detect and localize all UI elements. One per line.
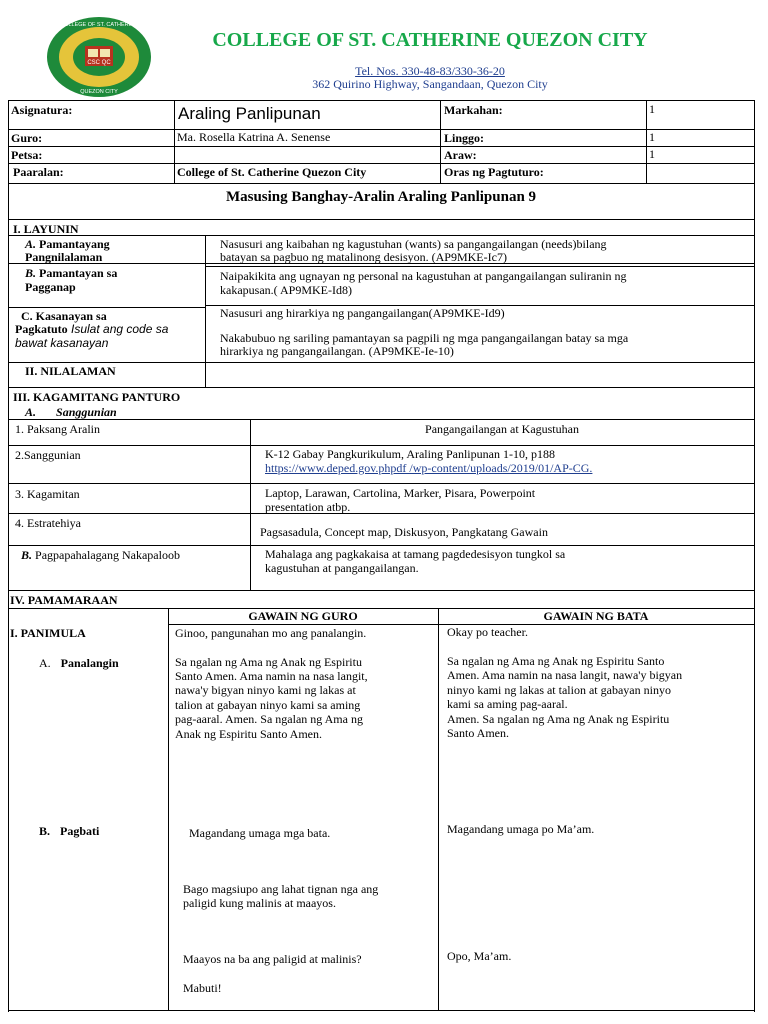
guro-instruction: Bago magsiupo ang lahat tignan nga ang [183,882,379,896]
guro-prayer-line: Sa ngalan ng Ama ng Anak ng Espiritu [175,655,362,669]
plan-title: Masusing Banghay-Aralin Araling Panlipunan 9 [225,189,537,205]
layunin-heading: I. LAYUNIN [13,222,79,236]
pamantayang-pangnilalaman-label-2: Pangnilalaman [25,250,103,264]
sanggunian-subheading: A. Sanggunian [25,405,117,419]
kagamitan-label: 3. Kagamitan [15,487,80,501]
kagamitan-heading: III. KAGAMITANG PANTURO [13,390,181,404]
guro-prayer-line: talion at gabayan ninyo kami sa aming [175,698,361,712]
panimula-heading: I. PANIMULA [10,626,86,640]
bata-prayer-line: Sa ngalan ng Ama ng Anak ng Espiritu Santo [447,654,665,668]
estratehiya-value: Pagsasadula, Concept map, Diskusyon, Pangkatang Gawain [260,525,548,539]
bata-prayer-line: ninyo kami ng lakas at talion at gabayan ninyo [447,683,671,697]
bata-greeting: Magandang umaga po Ma’am. [447,822,595,836]
markahan-label: Markahan: [444,103,503,117]
kasanayan-text-1: Nasusuri ang hirarkiya ng pangangailangan(AP9MKE-Id9) [220,306,505,320]
guro-response: Mabuti! [183,981,222,995]
college-name: COLLEGE OF ST. CATHERINE QUEZON CITY [212,29,648,51]
pamantayang-pangnilalaman-label: A. Pamantayang [25,237,110,251]
pamantayan-sa-pagganap-label-2: Pagganap [25,280,76,294]
bata-prayer-line: Santo Amen. [447,726,509,740]
guro-prayer-line: Santo Amen. Ama namin na nasa langit, [175,669,368,683]
kasanayan-label: C. Kasanayan sa [21,309,107,323]
gawain-ng-guro-heading: GAWAIN NG GURO [248,609,358,623]
pagpapahalaga-value-1: Mahalaga ang pagkakaisa at tamang pagdedesisyon tungkol sa [265,547,566,561]
guro-instruction: paligid kung malinis at maayos. [183,896,336,910]
markahan-value: 1 [649,102,655,116]
letter-b: B. [25,266,37,280]
letter-b-pagpapahalaga: B. [21,548,33,562]
sanggunian-value: K-12 Gabay Pangkurikulum, Araling Panlipunan 1-10, p188 [265,447,555,461]
pamantayang-pangnilalaman-text-1: Nasusuri ang kaibahan ng kagustuhan (wants) sa pangangailangan (needs)bilang [220,237,607,251]
gawain-ng-bata-heading: GAWAIN NG BATA [543,609,649,623]
bata-line: Okay po teacher. [447,625,528,639]
paaralan-label: Paaralan: [13,165,64,179]
bata-prayer-line: kami sa aming pag-aaral. [447,697,568,711]
kagamitan-value-2: presentation atbp. [265,500,351,514]
pamantayang-pangnilalaman-text-2: batayan sa pagbuo ng matalinong desisyon. (AP9MKE-Ic7) [220,250,507,264]
bata-answer: Opo, Ma’am. [447,949,512,963]
pagbati-label: B. Pagbati [39,824,100,838]
araw-label: Araw: [444,148,477,162]
guro-prayer-line: Anak ng Espiritu Santo Amen. [175,727,322,741]
kasanayan-text-3: hirarkiya ng pangangailangan. (AP9MKE-Ie-10) [220,344,454,358]
guro-line: Ginoo, pangunahan mo ang panalangin. [175,626,367,640]
logo-text-bottom: QUEZON CITY [80,89,118,95]
logo-badge: CSC QC [87,60,111,66]
sanggunian-label: 2.Sanggunian [15,448,81,462]
pamantayan-sa-pagganap-label: B. Pamantayan sa [25,266,118,280]
nilalaman-heading: II. NILALAMAN [25,364,116,378]
college-telephone: Tel. Nos. 330-48-83/330-36-20 [355,64,505,78]
guro-label: Guro: [11,131,43,145]
kasanayan-note-1: Isulat ang code sa [67,322,169,336]
guro-prayer-line: nawa'y bigyan ninyo kami ng lakas at [175,683,356,697]
oras-label: Oras ng Pagtuturo: [444,165,544,179]
asignatura-label: Asignatura: [11,103,73,117]
logo-text-top: COLLEGE OF ST. CATHERINE [60,22,138,28]
pamamaraan-heading: IV. PAMAMARAAN [10,593,118,607]
paksang-aralin-value: Pangangailangan at Kagustuhan [425,422,579,436]
guro-question: Maayos na ba ang paligid at malinis? [183,952,362,966]
bata-prayer-line: Amen. Ama namin na nasa langit, nawa'y bigyan [447,668,683,682]
kasanayan-text-2: Nakabubuo ng sariling pamantayan sa pagpili ng mga pangangailangan batay sa mga [220,331,629,345]
college-address: 362 Quirino Highway, Sangandaan, Quezon City [312,77,548,91]
kagamitan-value-1: Laptop, Larawan, Cartolina, Marker, Pisara, Powerpoint [265,486,536,500]
pamantayan-sa-pagganap-text-2: kakapusan.( AP9MKE-Id8) [220,283,352,297]
sanggunian-link[interactable]: https://www.deped.gov.phpdf /wp-content/uploads/2019/01/AP-CG. [265,461,593,475]
araw-value: 1 [649,147,655,161]
kasanayan-label-2: Pagkatuto Isulat ang code sa [15,322,169,336]
kasanayan-note-2: bawat kasanayan [15,336,109,350]
paksang-aralin-label: 1. Paksang Aralin [15,422,100,436]
pamantayan-sa-pagganap-text-1: Naipakikita ang ugnayan ng personal na kagustuhan at pangangailangan suliranin ng [220,269,627,283]
pagpapahalaga-label: B. Pagpapahalagang Nakapaloob [21,548,180,562]
bata-prayer-line: Amen. Sa ngalan ng Ama ng Anak ng Espiritu [447,712,670,726]
estratehiya-label: 4. Estratehiya [15,516,81,530]
pagpapahalaga-value-2: kagustuhan at pangangailangan. [265,561,419,575]
college-logo [44,14,154,100]
petsa-label: Petsa: [11,148,43,162]
panalangin-label: A. Panalangin [39,656,119,670]
guro-prayer-line: pag-aaral. Amen. Sa ngalan ng Ama ng [175,712,363,726]
guro-greeting: Magandang umaga mga bata. [189,826,331,840]
letter-a: A. [25,237,37,251]
paaralan-value: College of St. Catherine Quezon City [177,165,367,179]
linggo-label: Linggo: [444,131,485,145]
guro-value: Ma. Rosella Katrina A. Senense [177,130,331,144]
linggo-value: 1 [649,130,655,144]
asignatura-value: Araling Panlipunan [178,104,321,123]
